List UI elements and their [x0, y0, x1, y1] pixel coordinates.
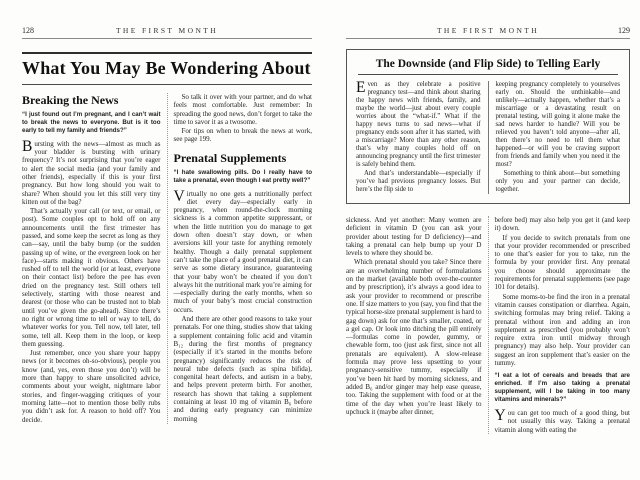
body-paragraph: Which prenatal should you take? Since there are an overwhelming number of formulations on the market (available both over-the-counter and by prescription), it’s always a good idea to ask your provider to recommend or prescribe one. If size matters to you (say, you find that the typical horse-size prenatal supplement is hard to gag down) ask for one that’s smaller, coated, or a gel cap. Or look into ditching the pill entirely—formulas come in powder, gummy, or chewable form, too (just ask first, since not all prenatals are equivalent). A slow-release formula may prove less upsetting to your pregnancy-sensitive tummy, especially if you’ve been hit hard by morning sickness, and added B₆ and/or ginger may help ease quease, too. Taking the supplement with food or at the time of the day when you’re least likely to upchuck it (maybe after dinner, — [346, 258, 482, 416]
running-header — [22, 26, 312, 39]
column-divider — [167, 93, 168, 424]
page-number: 129 — [618, 26, 630, 35]
body-paragraph: Something to think about—but something only you and your partner can decide, together. — [495, 170, 620, 193]
reader-question: “I hate swallowing pills. Do I really have to take a prenatal, even though I eat pretty well?” — [173, 168, 312, 184]
running-head-title: THE FIRST MONTH — [436, 26, 540, 35]
box-column-divider — [488, 81, 489, 194]
left-page-column-2 — [174, 93, 313, 424]
left-page-column-1 — [22, 93, 161, 424]
body-paragraph — [22, 137, 161, 206]
paragraph-text: ursting with the news—almost as much as your bladder is bursting with urinary frequency? It’s not surprising that you’re eager to alert the social media (and your family and other friends), especially if this is your first pregnancy. But how long should you wait to share? When should you let this still very tiny kitten out of the bag? — [22, 139, 161, 206]
body-paragraph: So talk it over with your partner, and do what feels most comfortable. Just remember: In spreading the good news, don’t forget to take the time to savor it as a twosome. — [173, 93, 312, 126]
box-title-rule — [358, 74, 618, 75]
box-column-2 — [496, 81, 621, 194]
chapter-title: What You May Be Wondering About — [22, 58, 311, 78]
book-page-left — [22, 26, 312, 472]
body-paragraph: Just remember, once you share your happy news (or it becomes oh-so-obvious), people you know (and, yes, even those you don’t) will be more than happy to share unsolicited advice, comments about your weight, nightmare labor stories, and finger-wagging critiques of your morning latte—not to mention those belly rubs you didn’t ask for. A reason to hold off? You decide. — [22, 349, 161, 424]
reader-question: “I eat a lot of cereals and breads that are enriched. If I’m also taking a prenatal supplement, will I be taking in too many vitamins and minerals?” — [494, 372, 630, 404]
reader-question: “I just found out I’m pregnant, and I can’t wait to break the news to everyone. But is it too early to tell my family and friends?” — [22, 111, 161, 134]
left-page-columns — [22, 93, 312, 424]
right-page-column-1 — [346, 216, 482, 434]
box-title: The Downside (and Flip Side) to Telling Early — [375, 58, 601, 70]
body-paragraph: If you decide to switch prenatals from one that your provider recommended or prescribed to one that’s easier for you to take, run the formula by your provider first. Any prenatal you choose should approximate the requirements for prenatal supplements (see page 101 for details). — [494, 233, 630, 292]
section-heading-prenatal-supplements: Prenatal Supplements — [173, 150, 287, 165]
right-page-column-2 — [495, 216, 631, 434]
book-page-right — [346, 26, 630, 472]
box-columns — [356, 81, 620, 194]
title-rule-bottom — [22, 84, 312, 85]
body-paragraph: Some moms-to-be find the iron in a prenatal vitamin causes constipation or diarrhea. Again, switching formulas may bring relief. Taking a prenatal without iron and adding an iron supplement as prescribed (you probably won’t require extra iron until midway through pregnancy) may also help. Your provider can suggest an iron supplement that’s easier on the tummy. — [494, 292, 630, 368]
sidebar-box-telling-early — [346, 49, 630, 204]
drop-cap: V — [173, 187, 185, 205]
body-paragraph: For tips on when to break the news at work, see page 199. — [173, 127, 312, 144]
paragraph-text: ou can get too much of a good thing, but not usually this way. Taking a prenatal vitamin along with eating the — [494, 408, 630, 434]
running-header — [346, 26, 630, 39]
body-paragraph: sickness. And yet another: Many women are deficient in vitamin D (you can ask your provider about testing for D deficiency)—and taking a prenatal can help bump up your D levels to where they should be. — [346, 216, 482, 258]
body-paragraph — [173, 187, 313, 314]
chapter-title-block — [22, 52, 312, 85]
body-paragraph: before bed) may also help you get it (and keep it) down. — [494, 216, 630, 233]
body-paragraph — [494, 406, 631, 434]
drop-cap: Y — [494, 406, 506, 424]
section-heading-breaking-the-news: Breaking the News — [22, 93, 119, 107]
drop-cap: E — [356, 79, 366, 96]
drop-cap: B — [22, 137, 33, 155]
right-page-columns — [346, 216, 630, 434]
page-number: 128 — [22, 26, 34, 35]
box-column-1 — [356, 81, 481, 194]
body-paragraph: And there are other good reasons to take your prenatals. For one thing, studies show that taking a supplement containing folic acid and vitamin B₁₂ during the first months of pregnancy (especially if it’s started in the months before pregnancy) significantly reduces the risk of neural tube defects (such as spina bifida), congenital heart defects, and autism in a baby, and helps prevent preterm birth. For another, research has shown that taking a supplement containing at least 10 mg of vitamin B₆ before and during early pregnancy can minimize morning — [173, 315, 312, 423]
paragraph-text: ven as they celebrate a positive pregnancy test—and think about sharing the happy news with friends, family, and maybe the world—just about every couple worries about the “what-if.” What if the happy news turns to sad news—what if pregnancy ends soon after it has started, with a miscarriage? More than any other reason, that’s why many couples hold off on announcing pregnancy until the first trimester is safely behind them. — [356, 81, 481, 168]
body-paragraph: That’s actually your call (or text, or email, or post). Some couples opt to hold off on any announcements until the first trimester has passed, and some keep the secret as long as they can—say, until the baby bump (or the sudden passing up of wine, or the evergreen look on her face)—starts making it obvious. Others have rushed off to tell the world (or at least, everyone on their contact list) before the pee has even dried on the pregnancy test. Still others tell selectively, starting with those nearest and dearest (or those who can be trusted not to blab until you’ve given the go-ahead). Since there’s no right or wrong time to tell or way to tell, do whatever works for you. Tell now, tell later, tell some, tell all. Keep them in the loop, or keep them guessing. — [22, 207, 161, 348]
running-head-title: THE FIRST MONTH — [115, 26, 219, 35]
paragraph-text: irtually no one gets a nutritionally perfect diet every day—especially early in pregnancy, when round-the-clock morning sickness is a common appetite suppressant, or when the little nutrition you do manage to get down often doesn’t stay down, or when aversions kill your taste for anything remotely healthy. Though a daily prenatal supplement can’t take the place of a good prenatal diet, it can serve as some dietary insurance, guaranteeing that your baby won’t be cheated if you don’t always hit the nutritional mark you’re aiming for—especially during the early months, when so much of your baby’s most crucial construction occurs. — [173, 189, 312, 314]
body-paragraph — [356, 81, 481, 169]
column-divider — [488, 216, 489, 434]
body-paragraph: keeping pregnancy completely to yourselves early on. Should the unthinkable—and unlikely—actually happen, whether that’s a miscarriage or a devastating result on prenatal testing, will going it alone make the sad news harder to handle? Will you be relieved you haven’t told anyone—after all, then there’s no need to tell them what happened—or will you be craving support from friends and family when you need it the most? — [495, 81, 620, 168]
body-paragraph: And that’s understandable—especially if you’ve had previous pregnancy losses. But here’s the flip side to — [356, 170, 481, 193]
